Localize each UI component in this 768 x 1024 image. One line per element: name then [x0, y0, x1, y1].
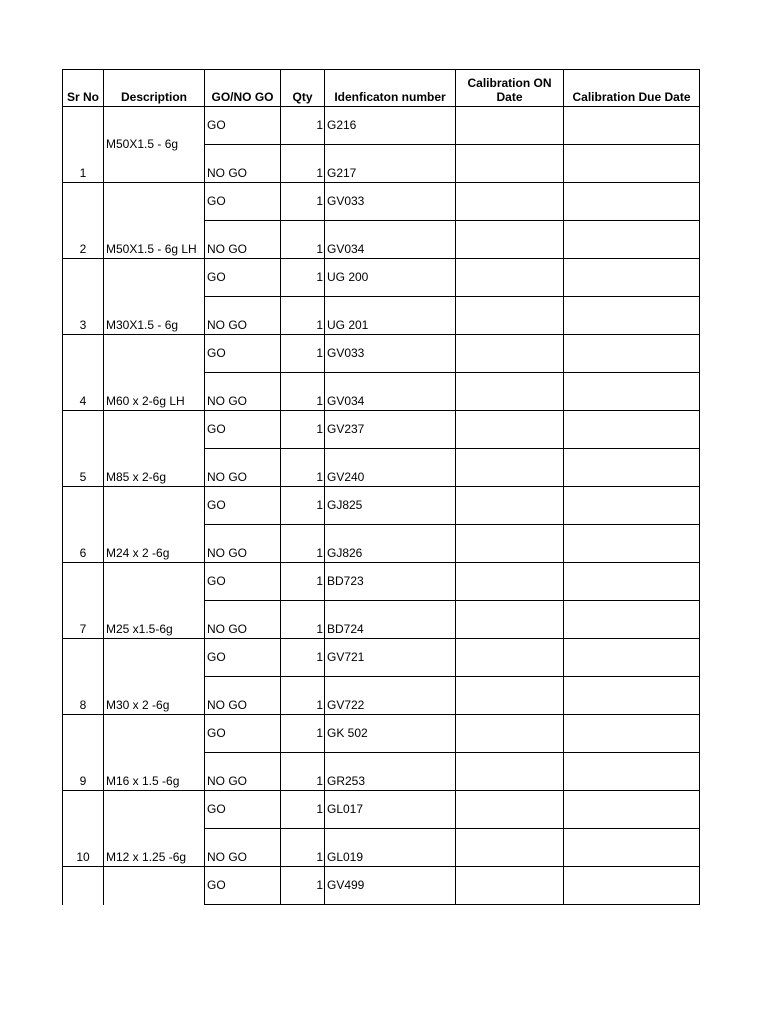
calibration-on-date-cell [456, 715, 564, 753]
header-go-no-go: GO/NO GO [205, 70, 281, 107]
description-cell: M50X1.5 - 6g LH [104, 183, 205, 259]
calibration-sheet [62, 69, 700, 905]
table-row [63, 639, 700, 677]
gauge-type-cell: NO GO [205, 829, 281, 867]
calibration-on-date-cell [456, 259, 564, 297]
calibration-due-date-cell [564, 525, 700, 563]
qty-cell: 1 [281, 145, 325, 183]
sr-no-cell: 4 [63, 335, 104, 411]
calibration-on-date-cell [456, 791, 564, 829]
qty-cell: 1 [281, 107, 325, 145]
gauge-type-cell: NO GO [205, 221, 281, 259]
calibration-on-date-cell [456, 867, 564, 905]
calibration-due-date-cell [564, 487, 700, 525]
calibration-on-date-cell [456, 335, 564, 373]
calibration-due-date-cell [564, 867, 700, 905]
table-row [63, 715, 700, 753]
qty-cell: 1 [281, 601, 325, 639]
gauge-type-cell: GO [205, 411, 281, 449]
qty-cell: 1 [281, 183, 325, 221]
identification-cell: GV240 [325, 449, 456, 487]
identification-cell: GV033 [325, 183, 456, 221]
identification-cell: GR253 [325, 753, 456, 791]
identification-cell: GV034 [325, 221, 456, 259]
calibration-due-date-cell [564, 259, 700, 297]
table-row-partial [63, 867, 700, 905]
description-cell: M60 x 2-6g LH [104, 335, 205, 411]
qty-cell: 1 [281, 487, 325, 525]
header-calibration-on-date: Calibration ON Date [456, 70, 564, 107]
gauge-type-cell: GO [205, 183, 281, 221]
calibration-due-date-cell [564, 373, 700, 411]
identification-cell: GV237 [325, 411, 456, 449]
calibration-due-date-cell [564, 411, 700, 449]
calibration-due-date-cell [564, 677, 700, 715]
header-calibration-due-date: Calibration Due Date [564, 70, 700, 107]
identification-cell: UG 201 [325, 297, 456, 335]
qty-cell: 1 [281, 829, 325, 867]
calibration-due-date-cell [564, 449, 700, 487]
identification-cell: GV034 [325, 373, 456, 411]
table-row [63, 411, 700, 449]
gauge-type-cell: GO [205, 107, 281, 145]
header-description: Description [104, 70, 205, 107]
calibration-due-date-cell [564, 297, 700, 335]
identification-cell: GK 502 [325, 715, 456, 753]
table-row [63, 791, 700, 829]
table-row [63, 107, 700, 145]
qty-cell: 1 [281, 867, 325, 905]
calibration-on-date-cell [456, 487, 564, 525]
header-row [63, 70, 700, 107]
description-cell: M24 x 2 -6g [104, 487, 205, 563]
identification-cell: G216 [325, 107, 456, 145]
description-cell: M30 x 2 -6g [104, 639, 205, 715]
calibration-due-date-cell [564, 829, 700, 867]
qty-cell: 1 [281, 525, 325, 563]
gauge-type-cell: GO [205, 487, 281, 525]
header-qty: Qty [281, 70, 325, 107]
gauge-table [62, 69, 700, 905]
gauge-type-cell: NO GO [205, 373, 281, 411]
gauge-type-cell: GO [205, 867, 281, 905]
qty-cell: 1 [281, 677, 325, 715]
calibration-on-date-cell [456, 601, 564, 639]
identification-cell: GL017 [325, 791, 456, 829]
gauge-type-cell: NO GO [205, 753, 281, 791]
qty-cell: 1 [281, 639, 325, 677]
qty-cell: 1 [281, 791, 325, 829]
identification-cell: G217 [325, 145, 456, 183]
gauge-type-cell: NO GO [205, 449, 281, 487]
gauge-type-cell: NO GO [205, 677, 281, 715]
calibration-on-date-cell [456, 373, 564, 411]
description-cell: M16 x 1.5 -6g [104, 715, 205, 791]
calibration-on-date-cell [456, 145, 564, 183]
identification-cell: GJ826 [325, 525, 456, 563]
sr-no-cell: 5 [63, 411, 104, 487]
qty-cell: 1 [281, 335, 325, 373]
table-row [63, 335, 700, 373]
description-cell [104, 867, 205, 905]
identification-cell: UG 200 [325, 259, 456, 297]
calibration-on-date-cell [456, 563, 564, 601]
sr-no-cell: 1 [63, 107, 104, 183]
gauge-type-cell: GO [205, 563, 281, 601]
sr-no-cell: 8 [63, 639, 104, 715]
sr-no-cell: 7 [63, 563, 104, 639]
sr-no-cell [63, 867, 104, 905]
qty-cell: 1 [281, 373, 325, 411]
gauge-type-cell: NO GO [205, 601, 281, 639]
identification-cell: BD723 [325, 563, 456, 601]
calibration-due-date-cell [564, 715, 700, 753]
gauge-type-cell: NO GO [205, 145, 281, 183]
description-cell: M30X1.5 - 6g [104, 259, 205, 335]
identification-cell: GV722 [325, 677, 456, 715]
calibration-due-date-cell [564, 791, 700, 829]
calibration-on-date-cell [456, 411, 564, 449]
gauge-type-cell: GO [205, 791, 281, 829]
calibration-on-date-cell [456, 107, 564, 145]
calibration-on-date-cell [456, 753, 564, 791]
calibration-due-date-cell [564, 335, 700, 373]
sr-no-cell: 6 [63, 487, 104, 563]
description-cell: M25 x1.5-6g [104, 563, 205, 639]
table-row [63, 259, 700, 297]
identification-cell: GV499 [325, 867, 456, 905]
description-cell: M85 x 2-6g [104, 411, 205, 487]
sr-no-cell: 3 [63, 259, 104, 335]
calibration-due-date-cell [564, 639, 700, 677]
calibration-due-date-cell [564, 107, 700, 145]
calibration-on-date-cell [456, 639, 564, 677]
calibration-on-date-cell [456, 525, 564, 563]
qty-cell: 1 [281, 221, 325, 259]
calibration-due-date-cell [564, 753, 700, 791]
description-cell: M50X1.5 - 6g [104, 107, 205, 183]
calibration-due-date-cell [564, 601, 700, 639]
calibration-on-date-cell [456, 221, 564, 259]
calibration-on-date-cell [456, 677, 564, 715]
sr-no-cell: 10 [63, 791, 104, 867]
identification-cell: GJ825 [325, 487, 456, 525]
gauge-type-cell: GO [205, 715, 281, 753]
identification-cell: GV033 [325, 335, 456, 373]
description-cell: M12 x 1.25 -6g [104, 791, 205, 867]
gauge-type-cell: GO [205, 639, 281, 677]
identification-cell: BD724 [325, 601, 456, 639]
qty-cell: 1 [281, 259, 325, 297]
qty-cell: 1 [281, 563, 325, 601]
gauge-type-cell: GO [205, 335, 281, 373]
header-sr-no: Sr No [63, 70, 104, 107]
qty-cell: 1 [281, 411, 325, 449]
qty-cell: 1 [281, 449, 325, 487]
calibration-on-date-cell [456, 297, 564, 335]
qty-cell: 1 [281, 753, 325, 791]
qty-cell: 1 [281, 297, 325, 335]
sr-no-cell: 2 [63, 183, 104, 259]
qty-cell: 1 [281, 715, 325, 753]
calibration-due-date-cell [564, 221, 700, 259]
table-row [63, 487, 700, 525]
calibration-due-date-cell [564, 563, 700, 601]
calibration-on-date-cell [456, 829, 564, 867]
gauge-type-cell: GO [205, 259, 281, 297]
calibration-on-date-cell [456, 449, 564, 487]
gauge-type-cell: NO GO [205, 525, 281, 563]
table-row [63, 563, 700, 601]
identification-cell: GL019 [325, 829, 456, 867]
identification-cell: GV721 [325, 639, 456, 677]
gauge-type-cell: NO GO [205, 297, 281, 335]
calibration-due-date-cell [564, 183, 700, 221]
header-identification-number: Idenficaton number [325, 70, 456, 107]
calibration-due-date-cell [564, 145, 700, 183]
sr-no-cell: 9 [63, 715, 104, 791]
table-row [63, 183, 700, 221]
calibration-on-date-cell [456, 183, 564, 221]
